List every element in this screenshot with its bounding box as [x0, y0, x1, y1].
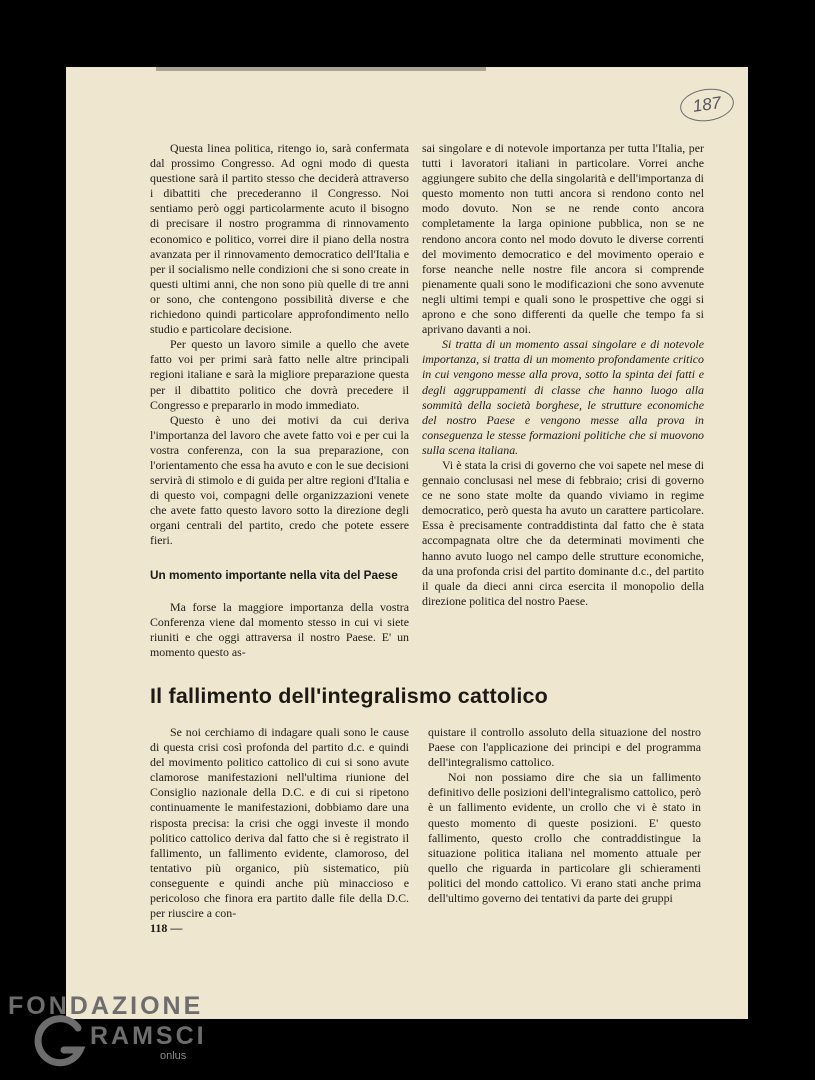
left-column-bottom [150, 725, 409, 921]
left-column-subsection [150, 600, 409, 660]
right-column-bottom [428, 725, 701, 906]
paragraph: Noi non possiamo dire che sia un fallimento definitivo delle posizioni dell'integralismo cattolico, però è un fallimento evidente, un crollo che vi è stato in questo momento di queste posizioni. E' questo fallimento, questo crollo che contraddistingue la situazione politica italiana nel momento attuale per quello che riguarda in particolare gli schieramenti politici del mondo cattolico. Vi erano stati anche prima dell'ultimo governo dei tentativi da parte dei gruppi [428, 770, 701, 906]
paragraph: Vi è stata la crisi di governo che voi sapete nel mese di gennaio conclusasi nel mese di febbraio; crisi di governo ce ne sono state molte da quando viviamo in regime democratico, però questa ha avuto un carattere particolare. Essa è precisamente contraddistinta dal fatto che è stata accompagnata oltre che da determinati movimenti che hanno avuto luogo nel campo delle strutture economiche, da una profonda crisi del partito dominante d.c., del partito il quale da dieci anni circa esercita il monopolio della direzione politica del nostro Paese. [422, 457, 704, 608]
archive-number-stamp: 187 [678, 85, 736, 124]
paragraph: Per questo un lavoro simile a quello che avete fatto voi per primi sarà fatto nelle altre principali regioni italiane e sarà la migliore preparazione questa per il dibattito politico che dovrà precedere il Congresso e prepararlo in modo immediato. [150, 337, 409, 412]
paragraph: Se noi cerchiamo di indagare quali sono le cause di questa crisi così profonda del partito d.c. e quindi del movimento politico cattolico di cui si sono avute clamorose manifestazioni nell'ultima riunione del Consiglio nazionale della D.C. e di cui si ripetono continuamente le manifestazioni, dobbiamo dare una risposta precisa: la crisi che oggi investe il mondo politico cattolico deriva dal fatto che si è registrato il fallimento, un fallimento evidente, clamoroso, del tentativo più organico, più sistematico, più conseguente e quindi anche più minaccioso e pericoloso che finora era partito dalle file della D.C. per riuscire a con- [150, 725, 409, 921]
section-headline: Il fallimento dell'integralismo cattolico [150, 684, 548, 708]
section-subheading: Un momento importante nella vita del Paese [150, 568, 398, 582]
left-column-top [150, 141, 409, 549]
logo-onlus: onlus [160, 1050, 187, 1062]
top-edge-print [156, 67, 486, 71]
right-column-top [422, 141, 704, 609]
page-number: 118 — [150, 921, 183, 935]
logo-line-1: FONDAZIONE [8, 992, 204, 1020]
paragraph: Questa linea politica, ritengo io, sarà confermata dal prossimo Congresso. Ad ogni modo di questa questione sarà il partito stesso che deciderà attraverso i dibattiti che precederanno il Congresso. Noi sentiamo però oggi particolarmente acuto il bisogno di precisare il nostro programma di rinnovamento economico e politico, vorrei dire il piano della nostra avanzata per il rinnovamento democratico dell'Italia e per il socialismo nelle condizioni che si sono create in questi ultimi anni, che non sono più quelle di tre anni or sono, che contengono possibilità diverse e che richiedono quindi particolare approfondimento nello studio e particolare decisione. [150, 141, 409, 337]
logo-g-mark-icon [34, 1014, 90, 1070]
document-page [66, 67, 748, 1019]
italic-paragraph: Si tratta di un momento assai singolare e di notevole importanza, si tratta di un momento profondamente critico in cui vengono messe alla prova, sotto la spinta dei fatti e degli aggruppamenti di classe che hanno luogo alla sommità della società borghese, le strutture economiche del nostro Paese e vengono messe alla prova in conseguenza le stesse formazioni politiche che si muovono sulla scena italiana. [422, 337, 704, 457]
paragraph: Questo è uno dei motivi da cui deriva l'importanza del lavoro che avete fatto voi e per cui la vostra conferenza, con la sua preparazione, con l'orientamento che essa ha avuto e con le sue decisioni servirà di stimolo e di guida per altre regioni d'Italia e di questo voi, compagni delle organizzazioni venete che avete fatto questo lavoro sotto la direzione degli organi centrali del partito, credo che potete essere fieri. [150, 412, 409, 548]
paragraph: sai singolare e di notevole importanza per tutta l'Italia, per tutti i lavoratori italiani in particolare. Vorrei anche aggiungere subito che della singolarità e dell'importanza di questo momento non tutti ancora si rendono conto nel modo dovuto. Non se ne rende conto ancora completamente la larga opinione pubblica, non se ne rendono ancora conto nel modo dovuto le diverse correnti del movimento democratico e del movimento operaio e forse neanche nelle nostre file ancora si comprende pienamente quali sono le modificazioni che sono avvenute negli ultimi tempi e quali sono le prospettive che oggi si aprono e che sono differenti da quelle che tempo fa si aprivano davanti a noi. [422, 141, 704, 337]
paragraph: quistare il controllo assoluto della situazione del nostro Paese con l'applicazione dei principi e del programma dell'integralismo cattolico. [428, 725, 701, 770]
fondazione-gramsci-logo [8, 992, 248, 1072]
logo-line-2: RAMSCI [90, 1022, 207, 1050]
paragraph: Ma forse la maggiore importanza della vostra Conferenza viene dal momento stesso in cui vi siete riuniti e che oggi attraversa il nostro Paese. E' un momento questo as- [150, 600, 409, 660]
